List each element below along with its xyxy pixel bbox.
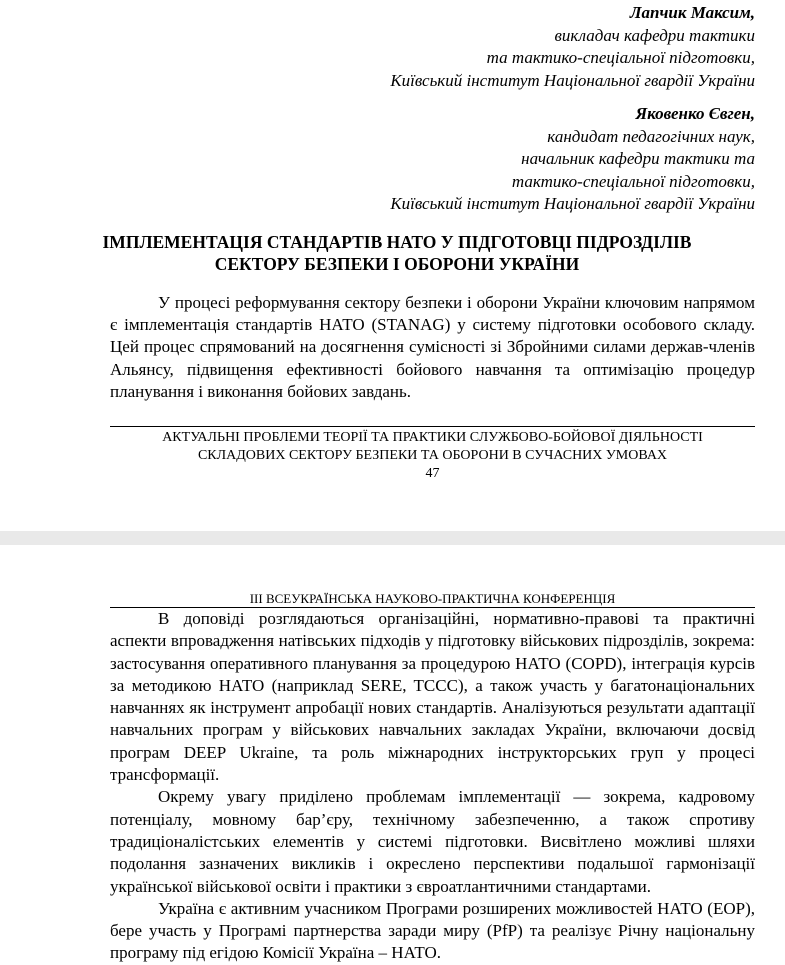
author-1-position: викладач кафедри тактики [554,25,755,45]
page-2 [0,545,785,963]
footer-line-1: АКТУАЛЬНІ ПРОБЛЕМИ ТЕОРІЇ ТА ПРАКТИКИ СЛУЖБОВО-БОЙОВОЇ ДІЯЛЬНОСТІ [162,430,703,445]
abstract-paragraph: У процесі реформування сектору безпеки і оборони України ключовим напрямом є імплементація стандартів НАТО (STANAG) у систему підготовки особового складу. Цей процес спрямований на досягнення сумісності зі Збройними силами держав-членів Альянсу, підвищення ефективності бойового навчання та оптимізацію процедур планування і виконання бойових завдань. [110,293,755,401]
author-2-degree: кандидат педагогічних наук, [547,126,755,146]
author-1-block [390,2,755,92]
body-text [110,608,755,965]
author-1-department: та тактико-спеціальної підготовки, [486,48,755,67]
author-1-institution: Київський інститут Національної гвардії України [390,70,755,90]
footer-line-2: СКЛАДОВИХ СЕКТОРУ БЕЗПЕКИ ТА ОБОРОНИ В СУЧАСНИХ УМОВАХ [197,448,668,463]
page-footer [110,429,755,465]
page-separator [0,531,785,545]
title-line-1: ІМПЛЕМЕНТАЦІЯ СТАНДАРТІВ НАТО У ПІДГОТОВЦІ ПІДРОЗДІЛІВ [102,232,692,252]
page-number: 47 [425,466,440,481]
author-2-position: начальник кафедри тактики та [521,149,755,168]
author-2-department: тактико-спеціальної підготовки, [511,171,755,191]
body-paragraph: Україна є активним учасником Програми розширених можливостей НАТО (EOP), бере участь у Програмі партнерства заради миру (PfP) та реалізує Річну національну програму під егідою Комісії Україна – НАТО. [110,898,755,963]
author-2-block [390,103,755,216]
author-2-institution: Київський інститут Національної гвардії України [390,194,755,213]
page-header: III ВСЕУКРАЇНСЬКА НАУКОВО-ПРАКТИЧНА КОНФЕРЕНЦІЯ [249,591,616,606]
body-paragraph: Окрему увагу приділено проблемам імплементації — зокрема, кадровому потенціалу, мовному бар’єру, технічному забезпеченню, а також спротиву традиціоналістських елементів у системі підготовки. Висвітлено можливі шляхи подолання зазначених викликів і окреслено перспективи подальшої гармонізації української військової освіти і практики з євроатлантичними стандартами. [110,787,755,896]
footer-divider [110,426,755,427]
author-2-name: Яковенко Євген, [635,104,755,123]
author-1-name: Лапчик Максим, [629,3,755,22]
article-title [80,232,714,275]
body-paragraph: В доповіді розглядаються організаційні, нормативно-правові та практичні аспекти впровадження натівських підходів у підготовку військових підрозділів, зокрема: застосування оперативного планування за процедурою НАТО (COPD), інтеграція курсів за методикою НАТО (наприклад SERE, TCCC), а також участь у багатонаціональних навчаннях як інструмент апробації нових стандартів. Аналізуються результати адаптації навчальних програм у військових навчальних закладах України, включаючи досвід програм DEEP Ukraine, та роль міжнародних інструкторських груп у процесі трансформації. [110,609,755,785]
title-line-2: СЕКТОРУ БЕЗПЕКИ І ОБОРОНИ УКРАЇНИ [214,253,580,274]
